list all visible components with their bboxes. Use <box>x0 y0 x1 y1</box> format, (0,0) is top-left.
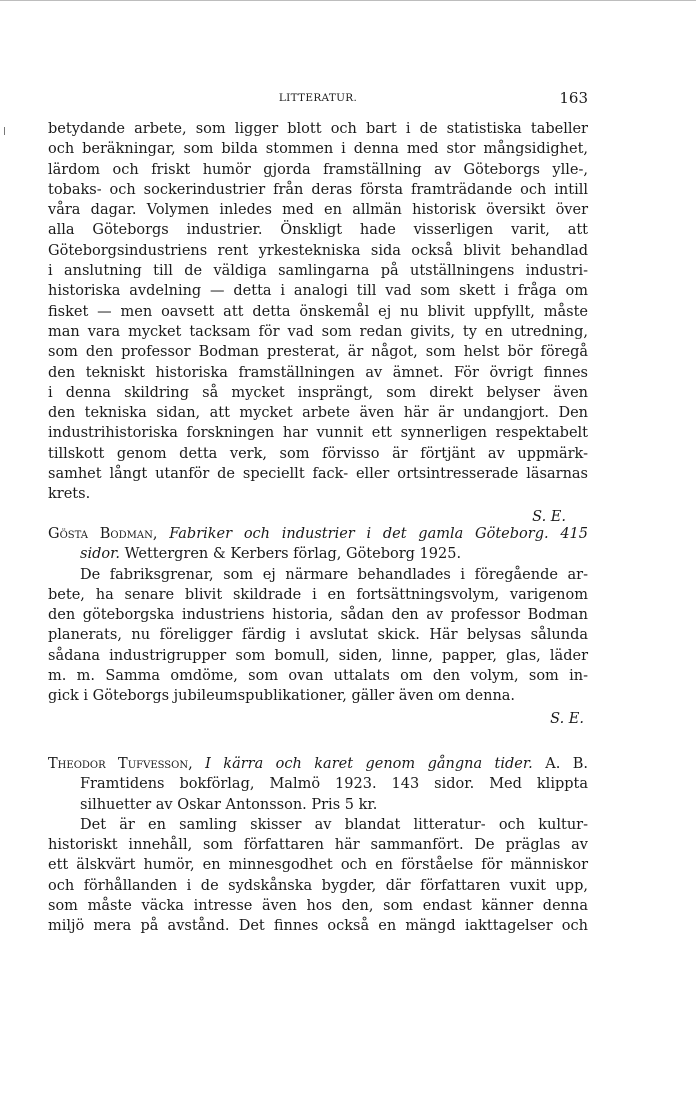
text-line: samhet långt utanför de speciellt fack- eller ortsintresserade läsarnas <box>48 466 588 483</box>
text-line: och förhållanden i de sydskånska bygder, där författaren vuxit upp, <box>48 877 588 894</box>
entry-title-cont: sidor. <box>80 546 121 563</box>
text-line: Det är en samling skisser av blandat litteratur- och kultur- <box>80 816 588 833</box>
page-header <box>48 89 588 109</box>
text-line: man vara mycket tacksam för vad som redan givits, ty en utredning, <box>48 323 588 340</box>
review-continuation <box>48 119 588 529</box>
text-line: tillskott genom detta verk, som förvisso är förtjänt av uppmärk- <box>48 445 588 462</box>
bibliographic-entry-bodman <box>48 524 588 731</box>
text-line: den tekniskt historiska framställningen av ämnet. För övrigt finnes <box>48 364 588 381</box>
text-line: tobaks- och sockerindustrier från deras första framträdande och intill <box>48 181 588 198</box>
entry-publisher: Wettergren & Kerbers förlag, Göteborg 1925. <box>124 546 462 563</box>
text-line: m. m. Samma omdöme, som ovan uttalats om den volym, som in- <box>48 668 588 685</box>
entry-heading-cont <box>48 544 588 564</box>
text-line: ett älskvärt humör, en minnesgodhet och en förståelse för människor <box>48 857 588 874</box>
entry-imprint: Framtidens bokförlag, Malmö 1923. 143 sidor. Med klippta <box>80 776 588 793</box>
text-line: som den professor Bodman presterat, är något, som helst bör föregå <box>48 344 588 361</box>
entry-imprint: silhuetter av Oskar Antonsson. Pris 5 kr. <box>80 796 378 813</box>
text-line-last: krets. <box>48 486 91 503</box>
entry-title: Fabriker och industrier i det gamla Göteborg. 415 <box>169 526 589 542</box>
text-line: industrihistoriska forskningen har vunnit ett synnerligen respektabelt <box>48 425 588 442</box>
entry-imprint-start: A. B. <box>545 756 589 772</box>
entry-title: I kärra och karet genom gångna tider. <box>205 756 533 772</box>
page-number: 163 <box>559 89 588 107</box>
text-line-last: gick i Göteborgs jubileumspublikationer, gäller även om denna. <box>48 688 516 705</box>
text-line: i anslutning till de väldiga samlingarna på utställningens industri- <box>48 263 588 280</box>
text-line: planerats, nu föreligger färdig i avslutat skick. Här belysas sålunda <box>48 627 588 644</box>
text-line: den göteborgska industriens historia, sådan den av professor Bodman <box>48 607 588 624</box>
margin-mark <box>4 127 5 135</box>
text-line: De fabriksgrenar, som ej närmare behandlades i föregående ar- <box>80 566 588 583</box>
text-line: lärdom och friskt humör gjorda framställning av Göteborgs ylle-, <box>48 161 588 178</box>
entry-author: Theodor Tufvesson, <box>48 756 193 772</box>
text-line: bete, ha senare blivit skildrade i en fortsättningsvolym, varigenom <box>48 586 588 603</box>
text-line: historiska avdelning — detta i analogi till vad som skett i fråga om <box>48 283 588 300</box>
text-line: miljö mera på avstånd. Det finnes också en mängd iakttagelser och <box>48 918 588 935</box>
text-line: i denna skildring så mycket insprängt, som direkt belyser även <box>48 384 588 401</box>
text-line: sådana industrigrupper som bomull, siden, linne, papper, glas, läder <box>48 647 588 664</box>
text-line: historiskt innehåll, som författaren här sammanfört. De präglas av <box>48 837 588 854</box>
text-line: som måste väcka intresse även hos den, som endast känner denna <box>48 898 588 915</box>
reviewer-signature: S. E. <box>550 710 584 727</box>
top-edge-rule <box>0 0 696 1</box>
text-line: våra dagar. Volymen inledes med en allmän historisk översikt över <box>48 202 588 219</box>
reviewer-signature: S. E. <box>532 508 566 525</box>
text-line: fisket — men oavsett att detta önskemål ej nu blivit uppfyllt, måste <box>48 303 588 320</box>
entry-heading <box>48 524 588 544</box>
text-line: och beräkningar, som bilda stommen i denna med stor mångsidighet, <box>48 141 588 158</box>
text-line: alla Göteborgs industrier. Önskligt hade visserligen varit, att <box>48 222 588 239</box>
entry-heading <box>48 754 588 774</box>
text-line: betydande arbete, som ligger blott och bart i de statistiska tabeller <box>48 121 588 137</box>
text-line: den tekniska sidan, att mycket arbete även här är undangjort. Den <box>48 405 588 422</box>
text-line: Göteborgsindustriens rent yrkestekniska sida också blivit behandlad <box>48 242 588 259</box>
bibliographic-entry-tufvesson <box>48 754 588 937</box>
entry-author: Gösta Bodman, <box>48 526 158 542</box>
running-head: LITTERATUR. <box>278 92 358 104</box>
